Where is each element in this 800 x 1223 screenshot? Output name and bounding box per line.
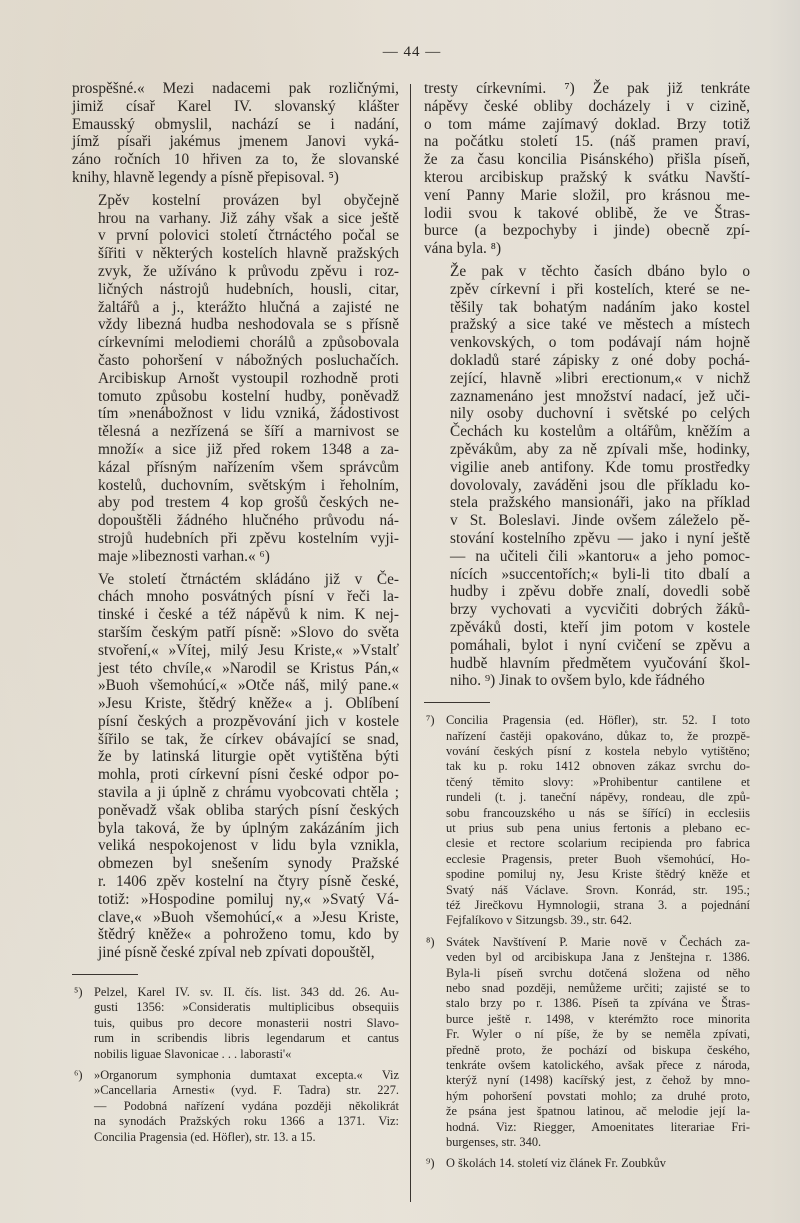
text-line: tomuto způsobu kostelní hudby, poněvadž [98,387,399,405]
footnote-line: burce ještě r. 1498, v kterémžto roce minorita [446,1011,750,1026]
footnote-line: tuis, quibus pro decore monasterii nostri Slavo- [94,1015,399,1030]
right-footnotes [424,713,750,1172]
text-line: zpěvákům, aby za ně zpívali mše, hodinky, [450,440,750,458]
text-line: knihy, hlavně legendy a písně přepisoval. ⁵) [72,168,339,186]
text-line: prospěšné.« Mezi nadacemi pak rozličnými, [72,80,399,97]
footnote-line: stalo brzy po r. 1386. Píseň ta zpívána ve Štras- [446,996,750,1011]
text-line: záno ročních 10 hřiven za to, že slovanské [72,151,399,169]
text-line: tinské i české a též nápěvů k nim. K nej- [98,606,399,624]
footnote-line: O školách 14. století viz článek Fr. Zoubkův [446,1156,666,1171]
text-line: dovolovaly, zaváděni jsou dle příkladu ko- [450,476,750,494]
text-line: stování kostelního zpěvu — jako i nyní ještě [450,529,750,547]
text-line: na počátku století 15. (náš pramen praví, [424,133,750,151]
text-line: lodii svou k takové oblibě, že ve Štras- [424,204,750,222]
text-line: »Jesu Kriste, štědrý kněže« a j. Oblíbení [98,695,399,713]
text-line: maje »libeznosti varhan.« ⁶) [98,547,270,565]
text-line: vána byla. ⁸) [424,240,502,258]
paragraph [424,263,750,690]
text-line: Arcibiskup Arnošt vystoupil rozhodně proti [98,369,399,387]
footnote-line: že psána jest špatnou latinou, ač melodie její la- [446,1104,750,1119]
footnote-line: ut prius sub pena unius fertonis a plebano ec- [446,820,750,835]
text-line: stavila a ji úplně z chrámu vyobcovati chtěla ; [98,784,399,802]
text-line: v první polovici století čtrnáctého počal se [98,227,399,245]
text-line: Že pak v těchto časích dbáno bylo o [450,262,750,280]
text-line: nápěvy české obliby docházely i v cizině, [424,97,750,115]
footnote-line: »Organorum symphonia dumtaxat excepta.« Viz [94,1068,399,1083]
text-line: že by latinská liturgie opět vytištěna býti [98,748,399,766]
footnote-line: tak ku p. roku 1412 obnoven zákaz svrchu do- [446,759,750,774]
footnote-mark: ⁹) [426,1156,435,1171]
text-line: zející, hlavně »libri erectionum,« v nichž [450,369,750,387]
text-line: brzy vychovati a vycvičiti dobrých žáků- [450,601,750,619]
text-line: těšily tak bohatým nadáním jako kostel [450,298,750,316]
text-line: strojů hudebních při zpěvu kostelním vyji- [98,529,399,547]
footnote-line: též Jirečkovu Hymnologii, strana 3. a pojednání [446,897,750,912]
footnote-line: vování českých písní z kostela nebylo vytištěno; [446,743,750,758]
text-line: dokladů staré zápisky z oné doby pochá- [450,351,750,369]
text-line: tělesná a nezřízená se šíří a marnivost se [98,423,399,441]
text-line: jest této chvíle,« »Narodil se Kristus Pán,« [98,659,399,677]
text-line: štědrý kněže« a pohroženo tomu, kdo by [98,926,399,944]
text-line: stvoření,« »Vítej, milý Jesu Kriste,« »Vstalť [98,641,399,659]
footnote-line: Svatý náš Václave. Srovn. Konrád, str. 195.; [446,882,750,897]
paragraph [72,192,399,566]
footnote-line: rum in scribendis libris legendarum et cantus [94,1031,399,1046]
text-line: tím »nenábožnost v lidu vzniká, žádostivost [98,405,399,423]
text-line: aby pod trestem 4 kop grošů českých ne- [98,494,399,512]
footnote [72,1068,399,1145]
right-body-text [424,80,750,690]
footnote-mark: ⁶) [74,1068,83,1083]
footnote-line: Fejfalíkovo v Sitzungsb. 39., str. 642. [446,913,632,928]
text-line: obmezen byl snešením synody Pražské [98,855,399,873]
footnote-line: nobilis liguae Slavonicae . . . laborasti'« [94,1046,292,1061]
text-line: ličných nástrojů hudebních, housli, citar, [98,280,399,298]
footnote-line: hým pohoršení povstati mohlo; za druhé proto, [446,1088,750,1103]
footnote-mark: ⁵) [74,985,83,1000]
footnote-line: na synodách Pražských roku 1366 a 1371. Viz: [94,1114,399,1129]
paragraph [424,80,750,258]
footnote-line: tenkráte ovšem katolického, avšak přece z národa, [446,1058,750,1073]
text-line: — na učiteli čili »kantoru« a jeho pomoc- [450,547,750,565]
page-number: — 44 — [382,44,442,60]
footnote [424,935,750,1151]
text-line: hudby i zpěvu dobře znalí, dovedli sobě [450,583,750,601]
text-line: r. 1406 zpěv kostelní na čtyry písně české, [98,873,399,891]
text-line: zaznamenáno jest množství nadací, jež uči- [450,387,750,405]
text-line: že za času koncilia Pisánského) přišla píseň, [424,151,750,169]
text-line: jímž písaři jakémus jmenem Janovi vyká- [72,133,399,151]
text-line: hudbě hlavním předmětem vyučování škol- [450,654,750,672]
text-line: množí« a sice již před rokem 1348 a za- [98,440,399,458]
footnote-line: ecclesie Pragensis, preter Buoh všemohúcí, Ho- [446,851,750,866]
footnote-line: clesie et rectore scolarium recipienda pro fabrica [446,836,750,851]
footnote [424,713,750,929]
text-line: hrou na varhany. Již záhy však a sice ještě [98,209,399,227]
footnote-line: veden byl od arcibiskupa Jana z Jenštejna r. 1386. [446,950,750,965]
text-line: písní českých a prozpěvování jich v kostele [98,712,399,730]
text-line: tresty církevními. ⁷) Že pak již tenkráte [424,80,750,97]
text-line: v St. Boleslavi. Jinde ovšem záleželo pě- [450,512,750,530]
footnote-line: nařízení častěji opakováno, důkaz to, že prozpě- [446,728,750,743]
text-line: nily osoby duchovní i světské po celých [450,405,750,423]
left-column [72,80,399,1151]
footnote-line: burgenses, str. 340. [446,1135,542,1150]
text-line: chách mnoho posvátných písní v řeči la- [98,588,399,606]
left-footnotes [72,985,399,1145]
text-line: »Buoh všemohúcí,« »Otče náš, milý pane.« [98,677,399,695]
text-line: dopouštěli žádného hlučného průvodu ná- [98,512,399,530]
text-line: Čechách ku kostelům a oltářům, kněžím a [450,423,750,441]
right-column [424,80,750,1178]
footnote-line: sobu francouzského u nás se šířící) in ecclesiis [446,805,750,820]
footnote-line: tčený těmito slovy: »Prohibentur cantilene et [446,774,750,789]
text-line: byla taková, že by úplným zakázáním jich [98,819,399,837]
footnote-mark: ⁷) [426,713,435,728]
text-line: kázal přísným nařízením všem správcům [98,458,399,476]
text-line: o tom máme zajímavý doklad. Brzy totiž [424,115,750,133]
text-line: šířilo se tak, že církev obávající se snad, [98,730,399,748]
text-line: clave,« »Buoh všemohúcí,« a »Jesu Kriste, [98,908,399,926]
footnote-line: nebo snad později, nemůžeme určiti; zajisté se to [446,981,750,995]
footnote-rule-right [424,702,490,703]
footnote [424,1156,750,1171]
footnote-line: »Cancellaria Arnesti« (vyd. F. Tadra) str. 227. [94,1083,399,1098]
text-line: zvyk, že užíváno k průvodu zpěvu i roz- [98,262,399,280]
footnote [72,985,399,1062]
footnote-line: gusti 1356: »Consideratis multiplicibus obsequiis [94,1000,399,1015]
paragraph [72,80,399,187]
footnote-rule-left [72,974,138,975]
paragraph [72,571,399,963]
text-line: starším českým patří písně: »Slovo do světa [98,623,399,641]
text-line: často pohoršení v nábožných posluchačích. [98,351,399,369]
text-line: stela pražského mansionáři, jako na příklad [450,494,750,512]
text-line: církevními melodiemi chorálů a způsobovala [98,334,399,352]
text-line: Zpěv kostelní provázen byl obyčejně [98,191,399,209]
text-line: pomáhali, bylot i nyní cvičení se zpěvu a [450,636,750,654]
footnote-line: — Podobná nařízení vydána později několikrát [94,1098,399,1113]
text-line: vždy libezná hudba neshodovala se s přísně [98,316,399,334]
footnote-line: Byla-li píseň svrchu dotčená složena od něho [446,965,750,980]
footnote-line: Concilia Pragensia (ed. Höfler), str. 13. a 15. [94,1129,316,1144]
text-line: burce (a bezpochyby i jinde) obecně zpí- [424,222,750,240]
text-line: Ve století čtrnáctém skládáno již v Če- [98,570,399,588]
footnote-line: spodine pomiluj ny, Jesu Kriste štědrý kněže et [446,867,750,882]
text-line: šířiti v některých kostelích hlavně pražských [98,245,399,263]
text-line: nících »succentořích;« byli-li tito dbalí a [450,565,750,583]
text-line: poněvadž však obliba starých písní českých [98,801,399,819]
left-body-text [72,80,399,962]
footnote-line: rundeli (t. j. taneční nápěvy, rondeau, dle způ- [446,790,750,805]
text-line: zpěv církevní i při kostelích, které se ne- [450,280,750,298]
text-line: venkovských, o tom podávají nám hojně [450,334,750,352]
footnote-line: kterýž nyní (1498) kacířský jest, z čehož by mno- [446,1073,750,1088]
text-line: jiné písně české zpíval neb zpívati dopouštěl, [98,944,375,962]
footnote-line: Concilia Pragensia (ed. Höfler), str. 52. I toto [446,713,750,728]
text-line: totiž: »Hospodine pomiluj ny,« »Svatý Vá- [98,890,399,908]
text-line: kterou arcibiskup pražský k svátku Navští- [424,168,750,186]
footnote-mark: ⁸) [426,934,435,949]
footnote-line: Fr. Wyler o ní píše, že by se neměla zpívati, [446,1027,750,1042]
text-line: kostelů, duchovním, světským i řeholním, [98,476,399,494]
text-line: vigilie aneb antifony. Kde tomu prostředky [450,458,750,476]
column-divider [410,84,411,1202]
text-line: jimiž císař Karel IV. slovanský klášter [72,97,399,115]
footnote-line: hodná. Viz: Riegger, Amoenitates literariae Fri- [446,1119,750,1134]
footnote-line: Pelzel, Karel IV. sv. II. čís. list. 343 dd. 26. Au- [94,985,399,1000]
text-line: Emausský obmyslil, nachází se i nadání, [72,115,399,133]
footnote-line: Svátek Navštívení P. Marie nově v Čechách za- [446,934,750,949]
text-line: pražský a sice také ve městech a místech [450,316,750,334]
text-line: vení Panny Marie složil, pro krásnou me- [424,186,750,204]
text-line: veliká nespokojenost v lidu byla vznikla, [98,837,399,855]
text-line: žaltářů a j., kterážto hlučná a zajisté ne [98,298,399,316]
text-line: zpěváků dosti, kteří jim potom v kostele [450,618,750,636]
text-line: mohla, proti církevní písni české odpor po- [98,766,399,784]
footnote-line: předně proto, že pochází od biskupa českého, [446,1042,750,1057]
text-line: niho. ⁹) Jinak to ovšem bylo, kde řádného [450,672,705,690]
